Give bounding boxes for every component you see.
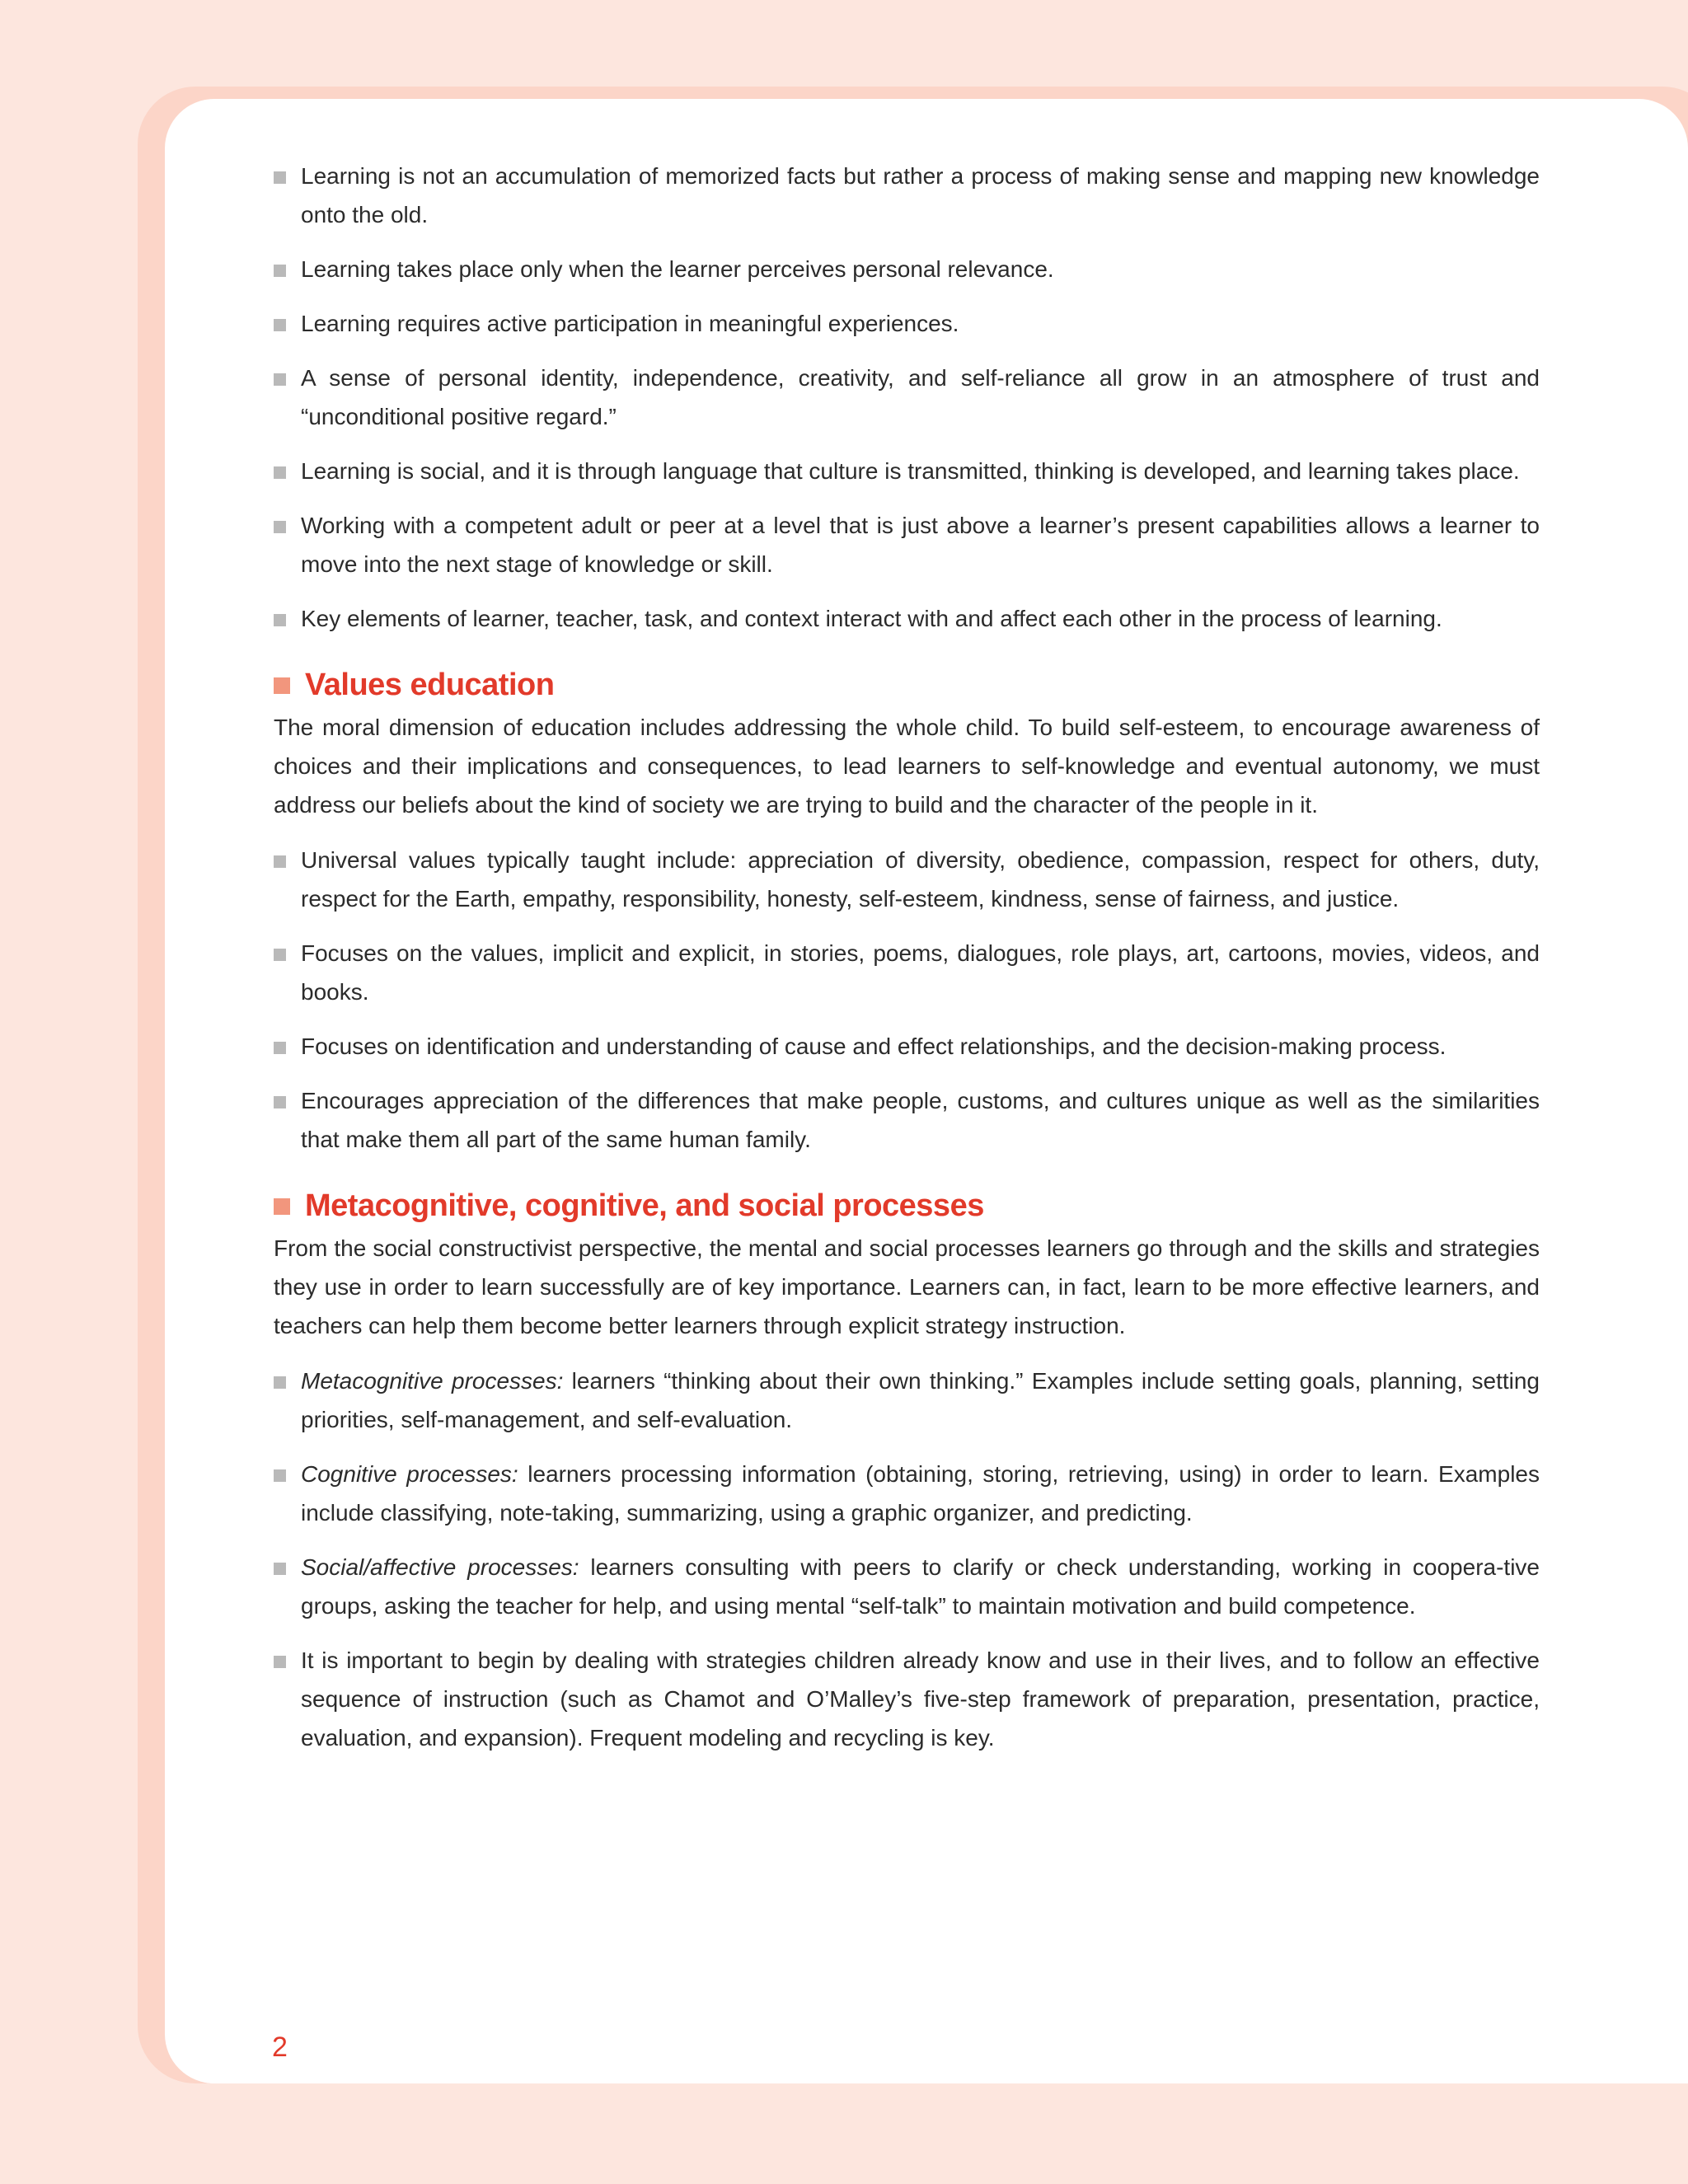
bullet-square-icon xyxy=(274,373,286,386)
list-item: Learning takes place only when the learner perceives personal relevance. xyxy=(274,250,1540,288)
list-item: Working with a competent adult or peer at a level that is just above a learner’s present capabilities allows a learner to move into the next stage of knowledge or skill. xyxy=(274,506,1540,583)
bullet-square-icon xyxy=(274,319,286,331)
values-education-heading xyxy=(274,668,1540,703)
page-number: 2 xyxy=(272,2032,288,2063)
page-content xyxy=(274,157,1540,1773)
term-label: Metacognitive processes: xyxy=(301,1368,564,1394)
bullet-square-icon xyxy=(274,1563,286,1575)
term-label: Cognitive processes: xyxy=(301,1461,518,1487)
bullet-square-icon xyxy=(274,1376,286,1389)
processes-heading xyxy=(274,1188,1540,1224)
list-item: Learning is social, and it is through language that culture is transmitted, thinking is developed, and learning takes place. xyxy=(274,452,1540,490)
bullet-square-icon xyxy=(274,949,286,961)
bullet-square-icon xyxy=(274,1469,286,1482)
bullet-square-icon xyxy=(274,171,286,184)
list-item: Focuses on the values, implicit and explicit, in stories, poems, dialogues, role plays, art, cartoons, movies, videos, and books. xyxy=(274,934,1540,1011)
list-item: Focuses on identification and understanding of cause and effect relationships, and the decision-making process. xyxy=(274,1027,1540,1066)
section-title: Metacognitive, cognitive, and social processes xyxy=(305,1188,984,1223)
list-item: Key elements of learner, teacher, task, and context interact with and affect each other in the process of learning. xyxy=(274,599,1540,638)
list-item: Cognitive processes: learners processing information (obtaining, storing, retrieving, using) in order to learn. Examples include classifying, note-taking, summarizing, using a graphic organizer, and predicting. xyxy=(274,1455,1540,1532)
bullet-square-icon xyxy=(274,1656,286,1668)
list-item: Learning is not an accumulation of memorized facts but rather a process of making sense and mapping new knowledge onto the old. xyxy=(274,157,1540,234)
processes-paragraph: From the social constructivist perspective, the mental and social processes learners go through and the skills and strategies they use in order to learn successfully are of key importance. Learners can, in fact, learn to be more effective learners, and teachers can help them become better learners through explicit strategy instruction. xyxy=(274,1235,1540,1338)
bullet-square-icon xyxy=(274,265,286,277)
bullet-square-icon xyxy=(274,1042,286,1054)
section-title: Values education xyxy=(305,668,555,702)
bullet-square-icon xyxy=(274,1096,286,1108)
list-item: Metacognitive processes: learners “thinking about their own thinking.” Examples include setting goals, planning, setting priorities, self-management, and self-evaluation. xyxy=(274,1361,1540,1439)
list-item: It is important to begin by dealing with strategies children already know and use in their lives, and to follow an effective sequence of instruction (such as Chamot and O’Malley’s five-step framework of preparation, presentation, practice, evaluation, and expansion). Frequent modeling and recycling is key. xyxy=(274,1641,1540,1757)
list-item: Encourages appreciation of the differences that make people, customs, and cultures unique as well as the similarities that make them all part of the same human family. xyxy=(274,1081,1540,1159)
heading-square-icon xyxy=(274,1198,290,1215)
bullet-square-icon xyxy=(274,614,286,626)
bullet-square-icon xyxy=(274,855,286,868)
term-label: Social/affective processes: xyxy=(301,1554,579,1580)
list-item: A sense of personal identity, independence, creativity, and self-reliance all grow in an atmosphere of trust and “unconditional positive regard.” xyxy=(274,359,1540,436)
intro-bullet-list xyxy=(274,157,1540,638)
list-item: Social/affective processes: learners consulting with peers to clarify or check understanding, working in coopera-tive groups, asking the teacher for help, and using mental “self-talk” to maintain motivation and build competence. xyxy=(274,1548,1540,1625)
values-bullet-list xyxy=(274,841,1540,1159)
list-item: Universal values typically taught include: appreciation of diversity, obedience, compassion, respect for others, duty, respect for the Earth, empathy, responsibility, honesty, self-esteem, kindness, sense of fairness, and justice. xyxy=(274,841,1540,918)
bullet-square-icon xyxy=(274,521,286,533)
bullet-square-icon xyxy=(274,466,286,479)
list-item: Learning requires active participation in meaningful experiences. xyxy=(274,304,1540,343)
processes-bullet-list xyxy=(274,1361,1540,1757)
heading-square-icon xyxy=(274,677,290,694)
values-education-paragraph: The moral dimension of education includes addressing the whole child. To build self-esteem, to encourage awareness of choices and their implications and consequences, to lead learners to self-knowledge and eventual autonomy, we must address our beliefs about the kind of society we are trying to build and the character of the people in it. xyxy=(274,715,1540,818)
